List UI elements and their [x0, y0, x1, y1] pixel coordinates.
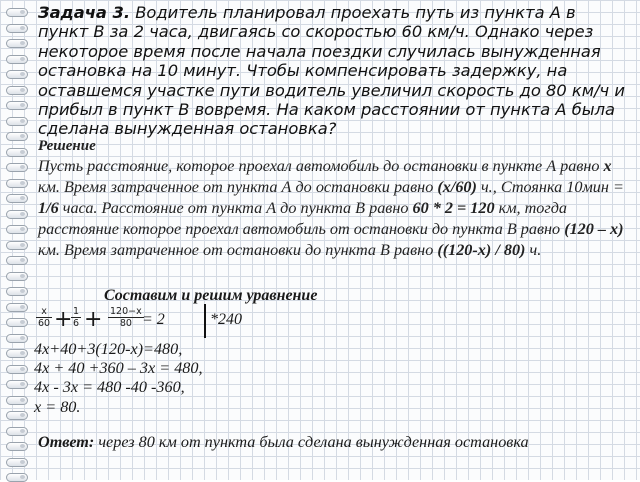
binding-ring: [6, 318, 28, 327]
equation-heading: Составим и решим уравнение: [104, 287, 318, 304]
binding-ring: [6, 70, 28, 79]
remaining-distance: (120 – x): [564, 220, 624, 238]
binding-ring: [6, 55, 28, 64]
solution-text-part: ч.: [525, 241, 542, 259]
binding-ring: [6, 132, 28, 141]
binding-ring: [6, 210, 28, 219]
binding-ring: [6, 473, 28, 482]
equation: [36, 302, 296, 342]
fraction-numerator: 120−x: [110, 306, 142, 317]
solution-text-part: км. Время затраченное от пункта А до остановки равно: [38, 178, 438, 196]
binding-ring: [6, 303, 28, 312]
binding-ring: [6, 442, 28, 451]
binding-ring: [6, 225, 28, 234]
binding-ring: [6, 427, 28, 436]
solution-text-part: Пусть расстояние, которое проехал автомобиль до остановки в пункте А равно: [38, 157, 604, 175]
task-text: Водитель планировал проехать путь из пункта А в пункт В за 2 часа, двигаясь со скоростью 60 км/ч. Однако через некоторое время после начала поездки случилась вынужденная остановка на 10 минут. Чтобы компенсировать задержку, на оставшемся участке пути водитель увеличил скорость до 80 км/ч и прибыл в пункт В вовремя. На каком расстоянии от пункта А была сделана вынужденная остановка?: [38, 3, 625, 139]
fraction-denominator: 80: [108, 317, 144, 329]
step-line: 4x+40+3(120-x)=480,: [34, 340, 183, 358]
variable-x: x: [603, 157, 612, 175]
binding-ring: [6, 287, 28, 296]
equation-rhs: = 2: [142, 311, 165, 328]
binding-ring: [6, 256, 28, 265]
binding-ring: [6, 86, 28, 95]
solution-steps: [34, 340, 203, 417]
fraction-denominator: 60: [38, 318, 51, 329]
binding-ring: [6, 380, 28, 389]
binding-ring: [6, 241, 28, 250]
binding-ring: [6, 194, 28, 203]
spiral-binding: [6, 0, 30, 480]
solution-text-part: ч., Стоянка 10мин =: [476, 178, 624, 196]
binding-ring: [6, 163, 28, 172]
binding-ring: [6, 8, 28, 17]
binding-ring: [6, 411, 28, 420]
binding-ring: [6, 24, 28, 33]
binding-ring: [6, 148, 28, 157]
total-distance: 60 * 2 = 120: [412, 199, 495, 217]
binding-ring: [6, 458, 28, 467]
task-label: Задача 3.: [38, 3, 131, 22]
solution-text: [38, 156, 628, 261]
equation-multiplier: *240: [210, 311, 242, 328]
solution-text-part: часа. Расстояние от пункта А до пункта В равно: [58, 199, 413, 217]
answer-label: Ответ:: [38, 433, 95, 451]
fraction-numerator: 1: [73, 306, 80, 317]
task-statement: [38, 3, 628, 139]
step-line: 4x + 40 +360 – 3x = 480,: [34, 359, 203, 378]
plus-sign: +: [84, 307, 103, 332]
binding-ring: [6, 396, 28, 405]
binding-ring: [6, 334, 28, 343]
fraction-1-6: [71, 306, 81, 329]
stop-time: 1/6: [38, 199, 59, 217]
step-line: 4x - 3x = 480 -40 -360,: [34, 378, 185, 397]
time-before-stop: (x/60): [437, 178, 477, 196]
solution-text-part: км, тогда расстояние которое проехал автомобиль от остановки до пункта В равно: [38, 199, 568, 238]
answer-text: через 80 км от пункта была сделана вынужденная остановка: [94, 433, 529, 451]
step-line: x = 80.: [34, 397, 81, 416]
binding-ring: [6, 272, 28, 281]
fraction-numerator: x: [41, 306, 47, 317]
binding-ring: [6, 349, 28, 358]
multiplier-bar: [204, 304, 206, 338]
binding-ring: [6, 101, 28, 110]
fraction-120-x-80: [108, 306, 144, 329]
binding-ring: [6, 179, 28, 188]
plus-sign: +: [54, 307, 73, 332]
solution-text-part: км. Время затраченное от остановки до пункта В равно: [38, 241, 438, 259]
binding-ring: [6, 39, 28, 48]
answer: [38, 433, 529, 452]
binding-ring: [6, 117, 28, 126]
solution-heading: Решение: [38, 138, 96, 154]
fraction-x-60: [36, 306, 52, 329]
time-after-stop: ((120-x) / 80): [437, 241, 526, 259]
fraction-denominator: 6: [73, 318, 80, 329]
binding-ring: [6, 365, 28, 374]
